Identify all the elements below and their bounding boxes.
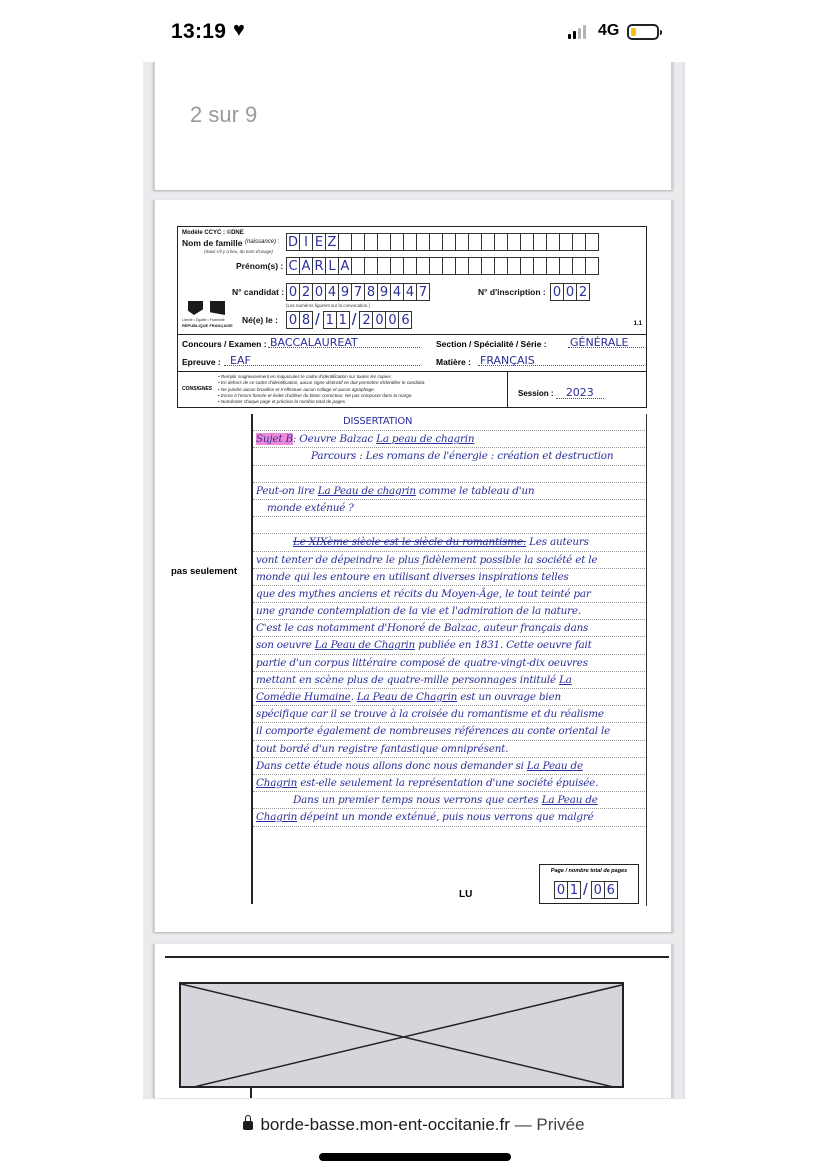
page-card-exam-copy xyxy=(153,200,673,932)
candidat-field[interactable]: 0 2 0 4 9 7 8 9 4 4 7 xyxy=(286,283,429,301)
concours-value: BACCALAUREAT xyxy=(270,336,358,349)
copy-lines xyxy=(253,414,645,827)
signal-strength-icon xyxy=(568,25,586,39)
text-line: Chagrin dépeint un monde exténué, puis nous verrons que malgré xyxy=(253,809,645,826)
text-line: que des mythes anciens et récits du Moyen-Âge, le tout teinté par xyxy=(253,586,645,603)
text-line: Dans cette étude nous allons donc nous demander si La Peau de xyxy=(253,758,645,775)
question-line-2: monde exténué ? xyxy=(253,500,645,517)
prenom-field[interactable]: C A R L A xyxy=(286,257,598,275)
lu-mark: LU xyxy=(459,889,473,900)
matiere-value: FRANÇAIS xyxy=(480,354,535,367)
text-line: il comporte également de nombreuses références au conte oriental le xyxy=(253,723,645,740)
lock-icon xyxy=(243,1121,253,1130)
pdf-viewer[interactable] xyxy=(143,62,685,1098)
section-value: GÉNÉRALE xyxy=(570,336,629,349)
page-card-next xyxy=(153,944,673,1098)
text-line: mettant en scène plus de quatre-mille personnages intitulé La xyxy=(253,672,645,689)
heart-icon: ♥ xyxy=(233,19,245,41)
candidat-note: (Les numéros figurent sur la convocation.) xyxy=(286,303,371,308)
inscription-field[interactable]: 0 0 2 xyxy=(550,283,589,301)
text-line: Chagrin est-elle seulement la représentation d'une société épuisée. xyxy=(253,775,645,792)
birthdate-label: Né(e) le : xyxy=(242,315,278,325)
text-line: monde qui les entoure en utilisant diverses inspirations telles xyxy=(253,569,645,586)
section-label: Section / Spécialité / Série : xyxy=(436,339,547,349)
subject-line: Sujet B: Oeuvre Balzac La peau de chagrin xyxy=(253,431,645,448)
session-label: Session : 2023 xyxy=(518,386,604,399)
margin-note: pas seulement xyxy=(171,566,237,577)
consignes-label: CONSIGNES xyxy=(182,386,213,392)
nom-sub-label: (naissance) : xyxy=(245,239,280,245)
home-indicator[interactable] xyxy=(319,1153,511,1161)
epreuve-label: Epreuve : xyxy=(182,357,221,367)
private-mode-label: Privée xyxy=(536,1115,585,1134)
text-line: Comédie Humaine. La Peau de Chagrin est un ouvrage bien xyxy=(253,689,645,706)
identification-form xyxy=(177,226,647,408)
text-line: Dans un premier temps nous verrons que certes La Peau de xyxy=(253,792,645,809)
browser-url-bar[interactable] xyxy=(143,1098,685,1171)
nom-hint: (Suivi s'il y a lieu, du nom d'usage) xyxy=(204,249,274,254)
cross-mark-icon xyxy=(181,984,624,1088)
question-line: Peut-on lire La Peau de chagrin comme le tableau d'un xyxy=(253,483,645,500)
text-line: C'est le cas notamment d'Honoré de Balzac, auteur français dans xyxy=(253,620,645,637)
birthdate-field[interactable]: 0 8 / 1 1 / 2 0 0 6 xyxy=(286,311,411,329)
session-value: 2023 xyxy=(565,386,594,399)
text-line: spécifique car il se trouve à la croisée du romantisme et du réalisme xyxy=(253,706,645,723)
matiere-label: Matière : xyxy=(436,357,471,367)
identification-block xyxy=(178,227,646,335)
nom-label: Nom de famille xyxy=(182,238,243,248)
crossed-out-header-box xyxy=(179,982,624,1088)
concours-row xyxy=(178,335,646,353)
text-line: tout bordé d'un registre fantastique omniprésent. xyxy=(253,741,645,758)
inscription-label: N° d'inscription : xyxy=(478,287,546,297)
status-bar xyxy=(143,0,685,62)
copy-title: DISSERTATION xyxy=(253,414,645,431)
form-version: 1.1 xyxy=(633,321,642,327)
clock: 13:19 xyxy=(171,20,227,43)
concours-label: Concours / Examen : xyxy=(182,339,267,349)
parcours-line: Parcours : Les romans de l'énergie : création et destruction xyxy=(253,448,645,465)
page-card-previous xyxy=(153,62,673,190)
epreuve-value: EAF xyxy=(230,354,251,367)
page-counter: 2 sur 9 xyxy=(190,102,258,127)
consignes-list: • Remplir soigneusement en majuscules le cadre d'identification sur toutes les copies. • En dehors de ce cadre d'identification, aucun signe distinctif ne doit permettre d'identifier le candidat. • Ne joindre aucun brouillon et n'effectuer aucun collage et aucun agraphage. • Ecrire à l'encre foncée et éviter d'utiliser du blanc correcteur. Ne pas composer dans la marge. • Numéroter chaque page et préciser le nombre total de pages. xyxy=(218,374,426,405)
page-number-box: Page / nombre total de pages 0 1 / 0 6 xyxy=(539,864,639,904)
candidat-label: N° candidat : xyxy=(232,287,285,297)
nom-field[interactable]: D I E Z xyxy=(286,233,598,251)
prenom-label: Prénom(s) : xyxy=(236,261,284,271)
republique-francaise-logo: Liberté • Égalité • Fraternité RÉPUBLIQUE FRANÇAISE xyxy=(182,299,234,331)
text-line: vont tenter de dépeindre le plus fidèlement possible la société et le xyxy=(253,552,645,569)
text-line: son oeuvre La Peau de Chagrin publiée en 1831. Cette oeuvre fait xyxy=(253,637,645,654)
address-field[interactable]: borde-basse.mon-ent-occitanie.fr — Privée xyxy=(143,1115,685,1135)
battery-icon xyxy=(627,24,659,40)
text-line: partie d'un corpus littéraire composé de quatre-vingt-dix oeuvres xyxy=(253,655,645,672)
network-type: 4G xyxy=(598,22,620,39)
epreuve-row xyxy=(178,353,646,371)
intro-line-1: Le XIXème siècle est le siècle du romantisme. Les auteurs xyxy=(253,534,645,551)
consignes-block xyxy=(178,371,646,407)
url-domain: borde-basse.mon-ent-occitanie.fr xyxy=(260,1115,510,1134)
text-line: une grande contemplation de la vie et l'admiration de la nature. xyxy=(253,603,645,620)
handwritten-copy xyxy=(171,414,647,906)
model-label: Modèle CCYC : ©DNE xyxy=(182,230,244,236)
